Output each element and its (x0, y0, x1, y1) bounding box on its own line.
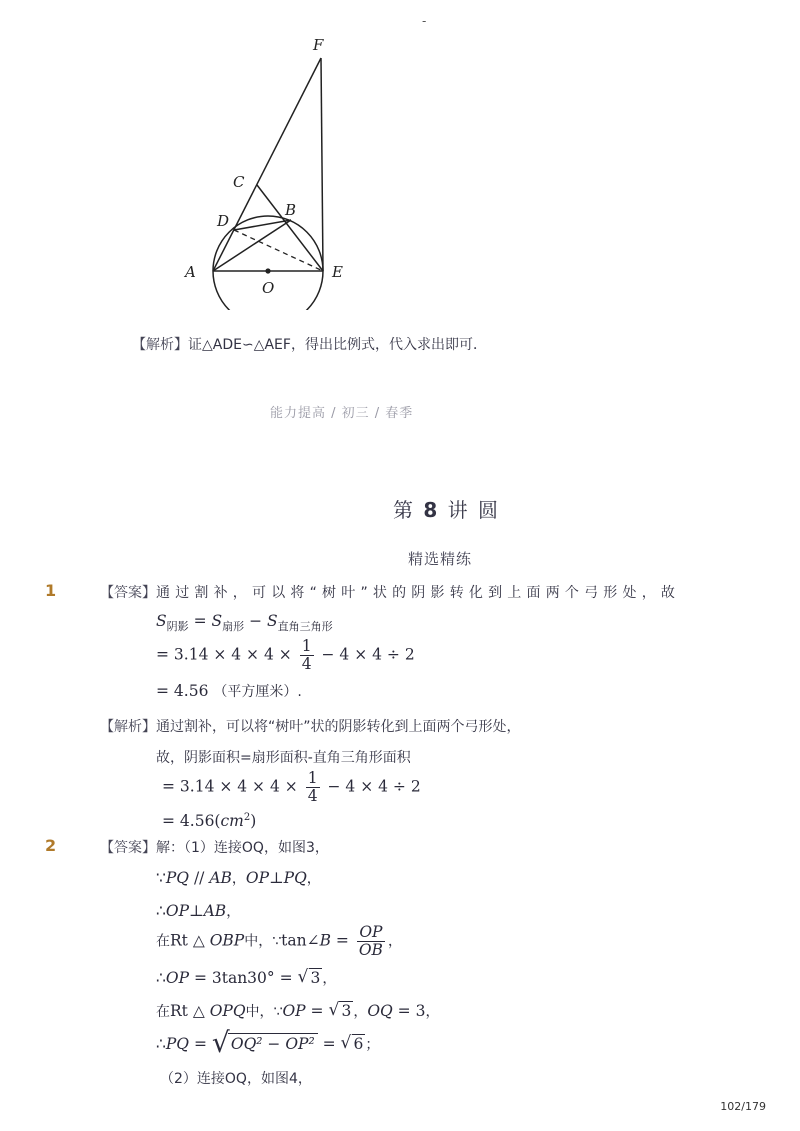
q1-step2: = 4.56 （平方厘米）. (156, 682, 302, 700)
q2-line2: ∵PQ // AB，OP⊥PQ， (156, 869, 321, 887)
analysis-tag: 【解析】 (132, 337, 188, 353)
label-f: F (313, 36, 324, 54)
q1-analysis-step2: = $4.56(cm^2)$ (162, 812, 257, 831)
label-e: E (332, 263, 343, 281)
question-number-1: 1 (45, 581, 57, 600)
analysis-text: 证△ADE∽△AEF，得出比例式，代入求出即可． (188, 337, 487, 353)
section-title: 精选精练 (408, 550, 473, 568)
prev-analysis (132, 334, 487, 354)
question-number-2: 2 (45, 836, 57, 855)
segment-ce (257, 185, 323, 271)
q2-line6: 在Rt △ OPQ中，∵OP = √ 3 ，OQ = 3， (156, 1000, 440, 1020)
course-meta: 能力提高 / 初三 / 春季 (270, 406, 414, 421)
label-c: C (233, 173, 245, 191)
segment-af (213, 58, 321, 271)
q1-analysis-line2: 故，阴影面积=扇形面积-直角三角形面积 (156, 750, 411, 766)
q2-line5: ∴OP = 3tan30° = √ 3 ， (156, 967, 337, 987)
q1-answer-line (100, 582, 680, 602)
q2-line3: ∴OP⊥AB， (156, 902, 241, 920)
q1-formula: $S_{阴影} = S_{扇形} - S_{直角三角形}$ (156, 612, 333, 633)
top-mark: - (422, 14, 427, 28)
q2-answer-line: 【答案】解：（1）连接OQ，如图3， (100, 840, 329, 856)
q1-answer-text: 通过割补，可以将“树叶”状的阴影转化到上面两个弓形处，故 (156, 585, 681, 601)
q1-step1: = 3.14 × 4 × 4 × $\frac{1}{4}$ − 4 × 4 ÷ 2 (156, 637, 415, 674)
q1-analysis-step1: = 3.14 × 4 × 4 × $\frac{1}{4}$ − 4 × 4 ÷ 2 (162, 769, 421, 806)
label-a: A (185, 263, 196, 281)
label-d: D (217, 212, 230, 230)
answer-tag: 【答案】 (100, 585, 156, 601)
label-b: B (285, 201, 297, 219)
q2-line7: ∴PQ = √ OQ² − OP² = √ 6 ； (156, 1026, 380, 1059)
q2-line8: （2）连接OQ，如图4， (160, 1071, 312, 1087)
page-number: 102/179 (720, 1100, 766, 1113)
lecture-title: 第 8 讲 圆 (393, 498, 500, 522)
geometry-figure (175, 30, 375, 310)
q2-line4: 在Rt △ OBP中，∵tan∠B = $\frac{OP}{OB}$ ， (156, 923, 402, 960)
q1-analysis-line: 【解析】通过割补，可以将“树叶”状的阴影转化到上面两个弓形处， (100, 719, 521, 735)
center-point-o (265, 268, 270, 273)
answer-tag: 【答案】 (100, 840, 156, 856)
label-o: O (262, 279, 275, 297)
segment-ef (321, 58, 323, 271)
analysis-tag: 【解析】 (100, 719, 156, 735)
